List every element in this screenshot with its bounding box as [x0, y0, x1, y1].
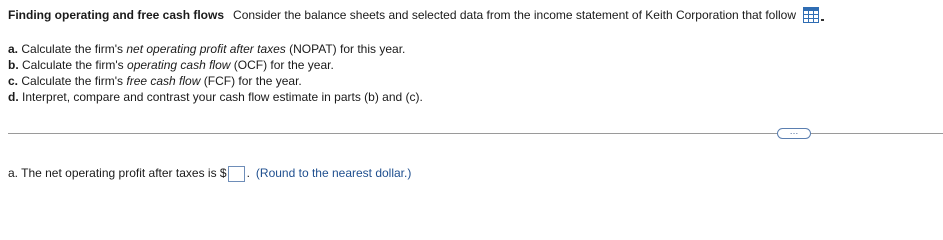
nopat-answer-input[interactable] — [228, 166, 245, 182]
question-a: a. Calculate the firm's net operating profit after taxes (NOPAT) for this year. — [8, 42, 406, 56]
rounding-hint: (Round to the nearest dollar.) — [255, 166, 412, 180]
problem-intro: Consider the balance sheets and selected data from the income statement of Keith Corporation that follow — [233, 8, 797, 22]
question-list — [8, 41, 423, 105]
question-c: c. Calculate the firm's free cash flow (FCF) for the year. — [8, 74, 302, 88]
expand-more-button[interactable] — [777, 128, 811, 139]
problem-title: Finding operating and free cash flows — [8, 8, 225, 22]
answer-row — [8, 164, 411, 182]
question-b: b. Calculate the firm's operating cash flow (OCF) for the year. — [8, 58, 334, 72]
question-d: d. Interpret, compare and contrast your cash flow estimate in parts (b) and (c). — [8, 90, 423, 104]
table-grid-icon[interactable] — [803, 7, 819, 23]
problem-header — [8, 7, 824, 23]
answer-prompt: a. The net operating profit after taxes is $ — [8, 166, 227, 180]
more-dots-icon: … — [789, 126, 799, 136]
answer-period: . — [246, 166, 250, 180]
trailing-dot — [821, 19, 824, 21]
